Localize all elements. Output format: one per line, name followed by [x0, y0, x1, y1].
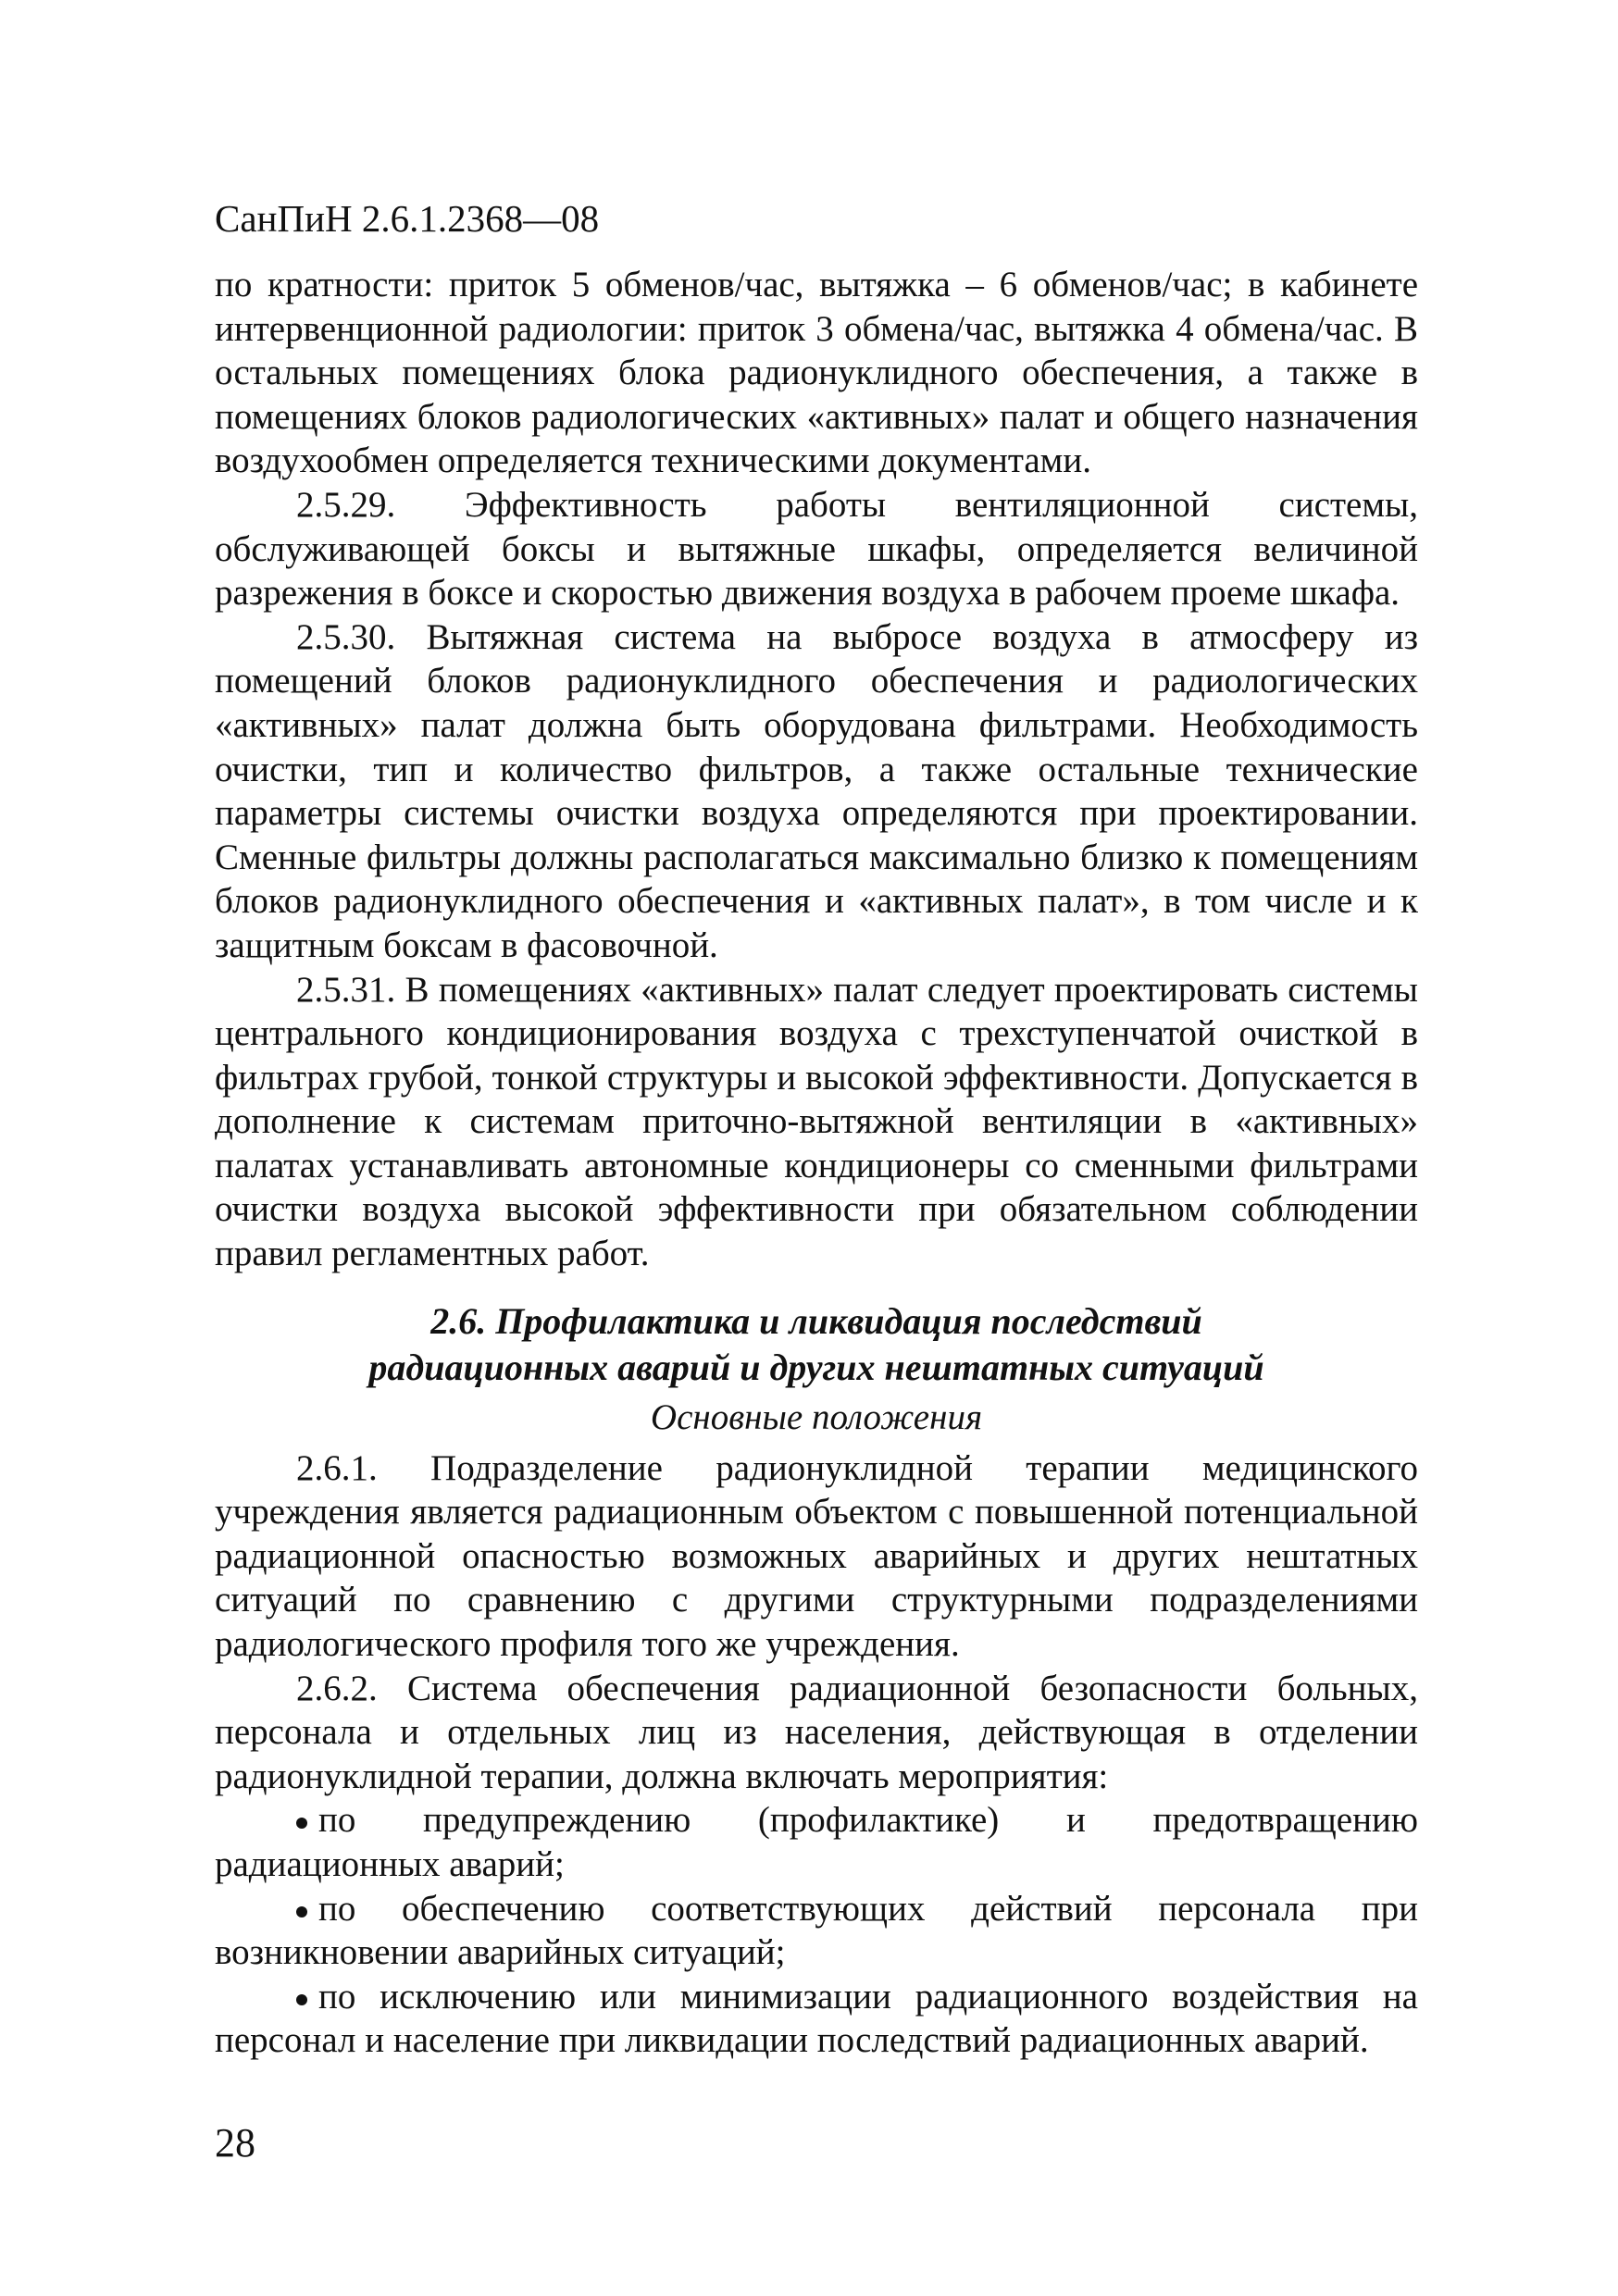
- paragraph-2-6-1: 2.6.1. Подразделение радионуклидной терапии медицинского учреждения является радиационным объектом с повышенной потенциальной радиационной опасностью возможных аварийных и других нештатных ситуаций по сравнению с другими структурными подразделениями радиологического профиля того же учреждения.: [215, 1447, 1418, 1665]
- bullet-dot-icon: [296, 1906, 307, 1917]
- paragraph-air-exchange-rates: по кратности: приток 5 обменов/час, вытяжка – 6 обменов/час; в кабинете интервенционной радиологии: приток 3 обмена/час, вытяжка 4 обмена/час. В остальных помещениях блока радионуклидного обеспечения, а также в помещениях блоков радиологических «активных» палат и общего назначения воздухообмен определяется техническими документами.: [215, 265, 1418, 481]
- page-number: 28: [215, 2120, 255, 2166]
- bullet-text: по обеспечению соответствующих действий персонала при возникновении аварийных ситуаций;: [215, 1888, 1418, 1973]
- paragraph-2-5-31: 2.5.31. В помещениях «активных» палат следует проектировать системы центрального кондиционирования воздуха с трехступенчатой очисткой в фильтрах грубой, тонкой структуры и высокой эффективности. Допускается в дополнение к системам приточно-вытяжной вентиляции в «активных» палатах устанавливать автономные кондиционеры со сменными фильтрами очистки воздуха высокой эффективности при обязательном соблюдении правил регламентных работ.: [215, 969, 1418, 1274]
- document-code-header: СанПиН 2.6.1.2368—08: [215, 197, 600, 240]
- document-page: [215, 194, 1418, 2063]
- bullet-item: [215, 1887, 1418, 1975]
- bullet-text: по исключению или минимизации радиационного воздействия на персонал и население при ликвидации последствий радиационных аварий.: [215, 1976, 1418, 2061]
- bullet-dot-icon: [296, 1994, 307, 2005]
- section-subheading: Основные положения: [650, 1396, 983, 1437]
- paragraph-2-6-2: 2.6.2. Система обеспечения радиационной безопасности больных, персонала и отдельных лиц из населения, действующая в отделении радионуклидной терапии, должна включать мероприятия:: [215, 1668, 1418, 1796]
- bullet-text: по предупреждению (профилактике) и предотвращению радиационных аварий;: [215, 1800, 1418, 1884]
- bullet-list: [215, 1798, 1418, 2063]
- section-title-line-1: 2.6. Профилактика и ликвидация последствий: [430, 1299, 1202, 1342]
- bullet-item: [215, 1798, 1418, 1886]
- paragraph-2-5-29: 2.5.29. Эффективность работы вентиляционной системы, обслуживающей боксы и вытяжные шкафы, определяется величиной разрежения в боксе и скоростью движения воздуха в рабочем проеме шкафа.: [215, 484, 1418, 614]
- paragraph-2-5-30: 2.5.30. Вытяжная система на выбросе воздуха в атмосферу из помещений блоков радионуклидного обеспечения и радиологических «активных» палат должна быть оборудована фильтрами. Необходимость очистки, тип и количество фильтров, а также остальные технические параметры системы очистки воздуха определяются при проектировании. Сменные фильтры должны располагаться максимально близко к помещениям блоков радионуклидного обеспечения и «активных палат», в том числе и к защитным боксам в фасовочной.: [215, 616, 1418, 965]
- bullet-dot-icon: [296, 1818, 307, 1829]
- bullet-item: [215, 1975, 1418, 2063]
- section-title-2-6: [215, 1298, 1418, 1391]
- section-title-line-2: радиационных аварий и других нештатных ситуаций: [368, 1346, 1264, 1388]
